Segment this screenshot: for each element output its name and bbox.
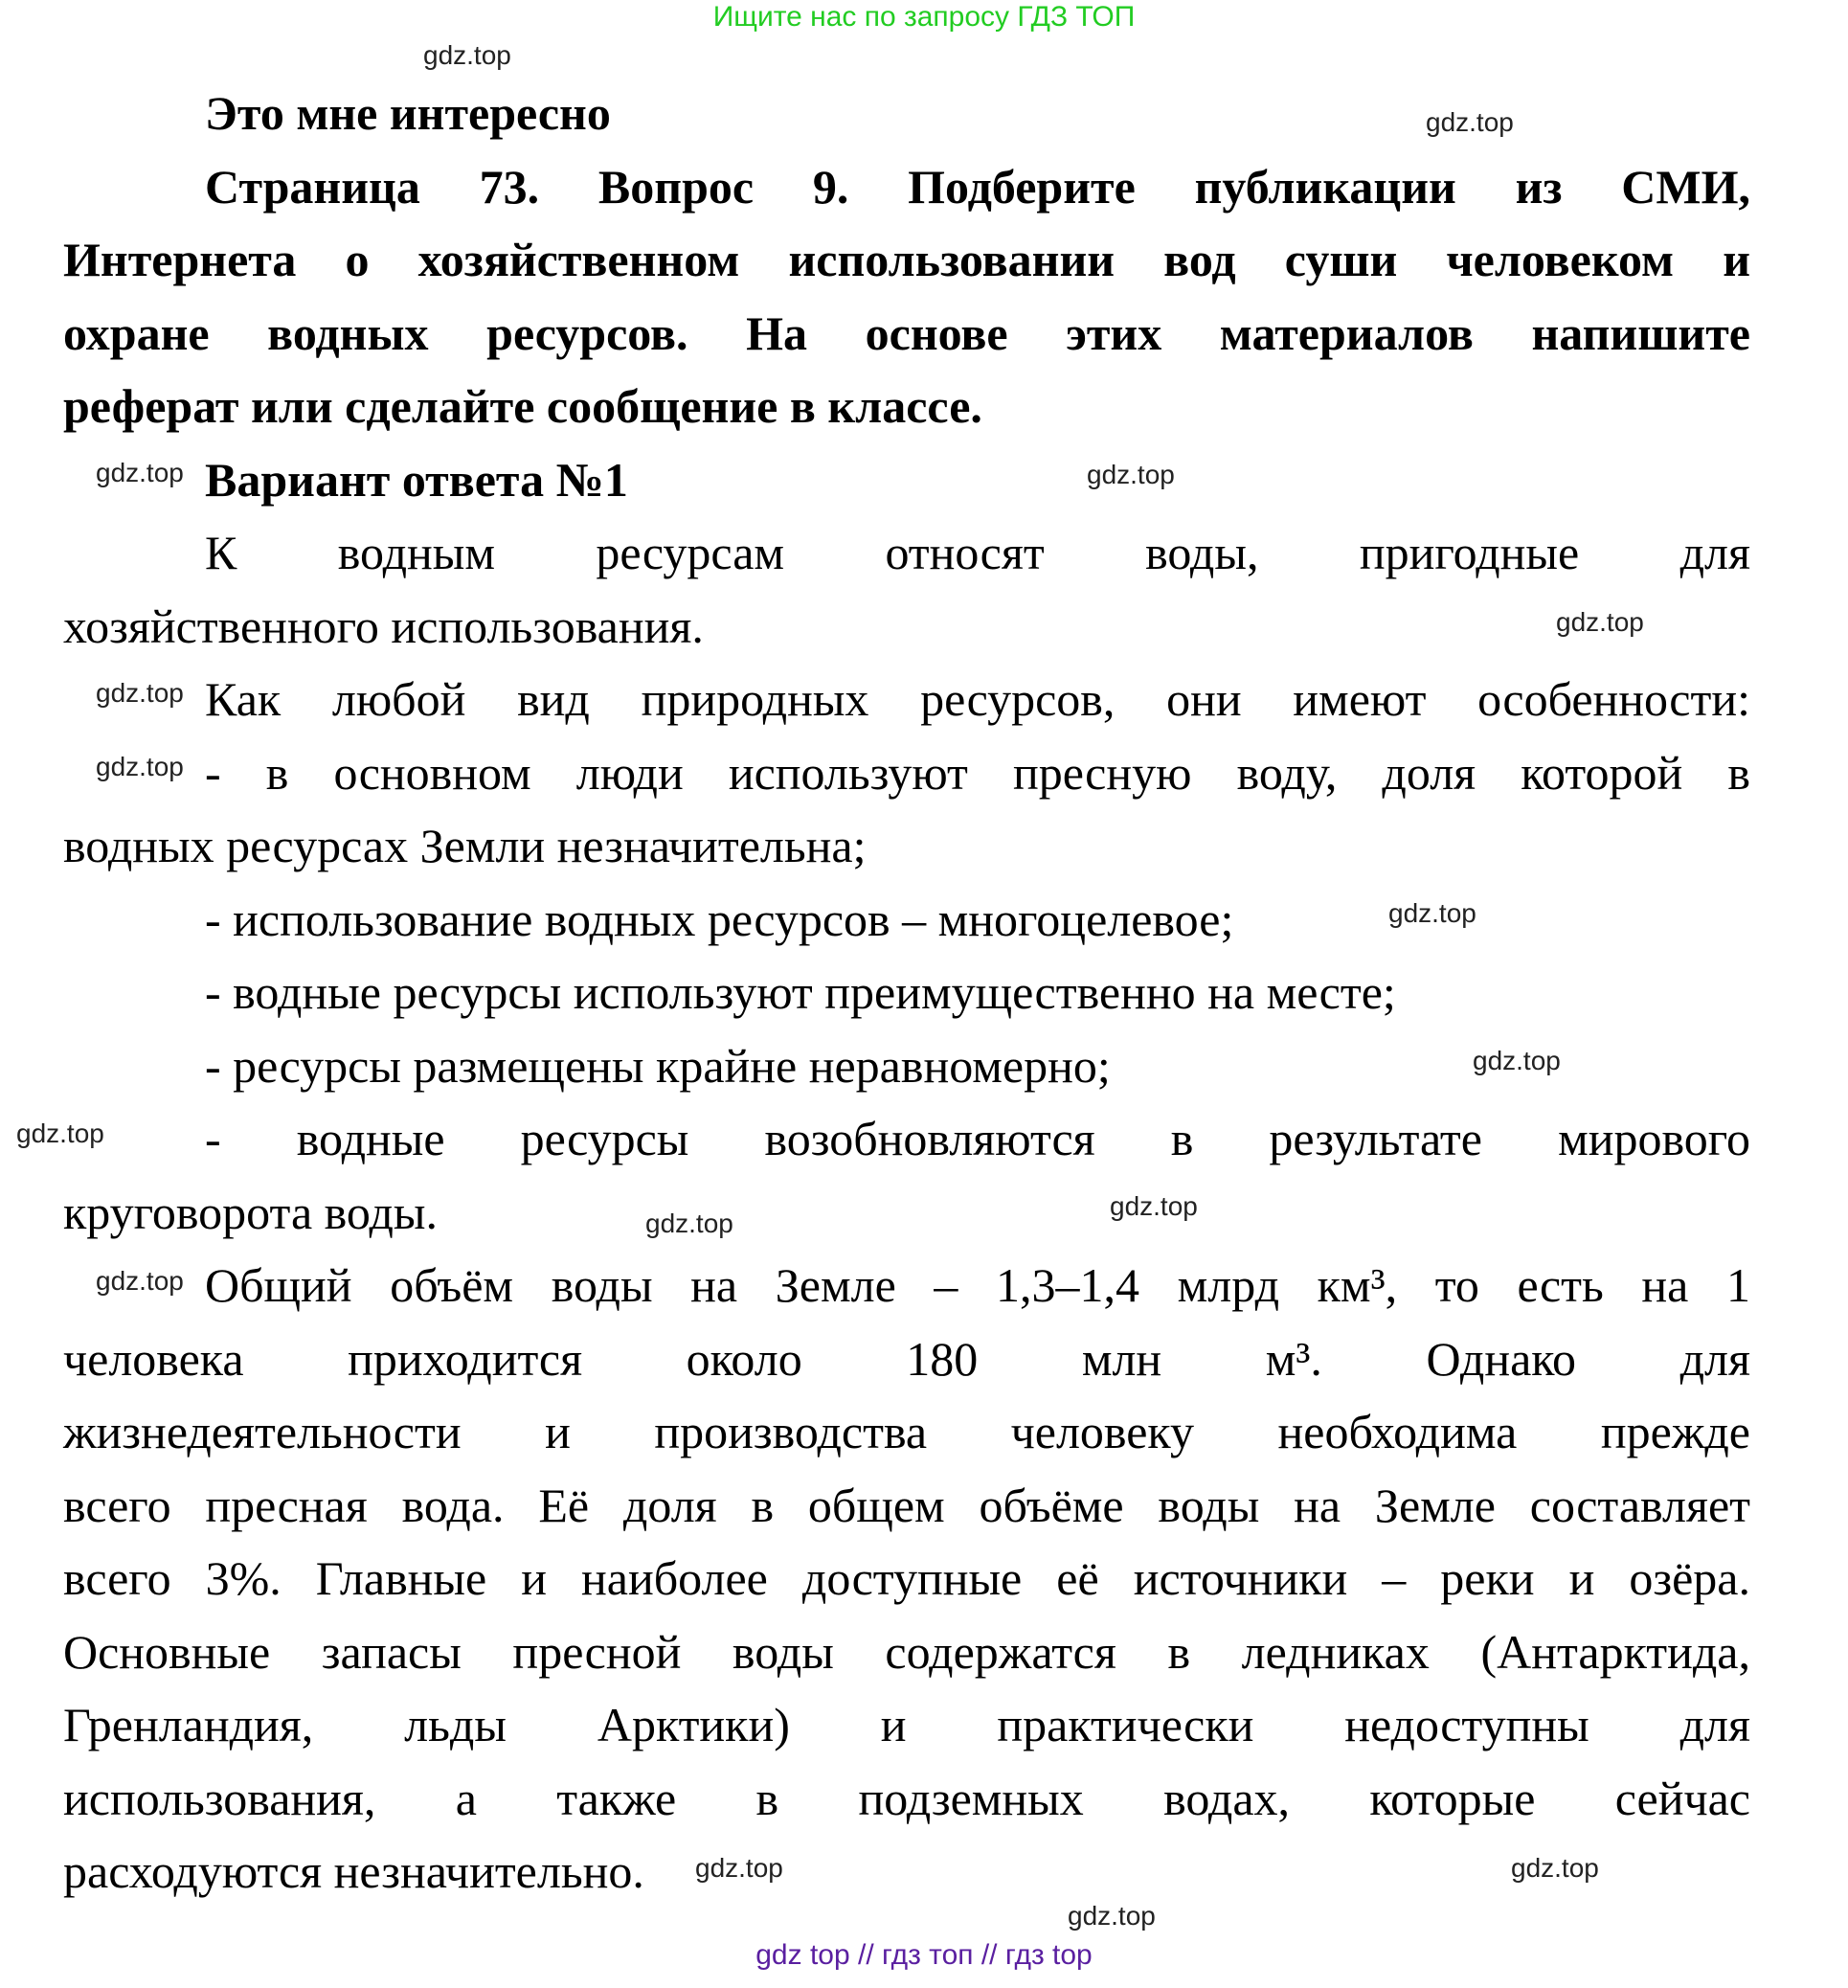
- watermark-text: gdz.top: [96, 458, 184, 487]
- answer-line: водных ресурсах Земли незначительна;: [63, 819, 867, 872]
- watermark-text: gdz.top: [16, 1118, 104, 1148]
- answer-line: расходуются незначительно.: [63, 1844, 644, 1898]
- answer-line: Общий объём воды на Земле – 1,3–1,4 млрд км³, то есть на 1: [205, 1258, 1750, 1312]
- answer-line: всего 3%. Главные и наиболее доступные её источники – реки и озёра.: [63, 1551, 1750, 1605]
- answer-line: хозяйственного использования.: [63, 599, 704, 653]
- answer-line: - водные ресурсы используют преимущественно на месте;: [205, 965, 1396, 1019]
- watermark-text: gdz.top: [96, 1266, 184, 1296]
- footer-links[interactable]: gdz top // гдз топ // гдз top: [755, 1939, 1093, 1971]
- watermark-text: gdz.top: [1426, 107, 1514, 137]
- question-line: Вариант ответа №1: [205, 452, 628, 507]
- watermark-text: gdz.top: [1388, 898, 1476, 928]
- watermark-text: gdz.top: [645, 1209, 733, 1238]
- question-line: Это мне интересно: [205, 86, 611, 140]
- watermark-text: gdz.top: [96, 678, 184, 708]
- search-hint-banner[interactable]: Ищите нас по запросу ГДЗ ТОП: [712, 1, 1136, 33]
- watermark-text: gdz.top: [96, 752, 184, 781]
- answer-line: всего пресная вода. Её доля в общем объёме воды на Земле составляет: [63, 1478, 1750, 1532]
- watermark-text: gdz.top: [695, 1853, 783, 1883]
- answer-line: Гренландия, льды Арктики) и практически недоступны для: [63, 1698, 1750, 1751]
- question-line: охране водных ресурсов. На основе этих материалов напишите: [63, 305, 1750, 360]
- answer-line: жизнедеятельности и производства человеку необходима прежде: [63, 1405, 1750, 1458]
- answer-line: - ресурсы размещены крайне неравномерно;: [205, 1038, 1111, 1093]
- answer-line: использования, а также в подземных водах, которые сейчас: [63, 1771, 1750, 1825]
- watermark-text: gdz.top: [423, 40, 511, 70]
- question-line: Интернета о хозяйственном использовании вод суши человеком и: [63, 233, 1750, 286]
- answer-line: - в основном люди используют пресную воду, доля которой в: [205, 745, 1750, 800]
- watermark-text: gdz.top: [1556, 607, 1644, 637]
- watermark-text: gdz.top: [1110, 1191, 1198, 1221]
- watermark-text: gdz.top: [1473, 1046, 1561, 1075]
- answer-line: К водным ресурсам относят воды, пригодные для: [205, 526, 1750, 579]
- question-line: реферат или сделайте сообщение в классе.: [63, 379, 982, 433]
- watermark-text: gdz.top: [1511, 1853, 1599, 1883]
- answer-line: человека приходится около 180 млн м³. Однако для: [63, 1331, 1750, 1386]
- answer-line: - использование водных ресурсов – многоцелевое;: [205, 892, 1234, 946]
- watermark-text: gdz.top: [1087, 460, 1175, 489]
- question-line: Страница 73. Вопрос 9. Подберите публикации из СМИ,: [205, 159, 1750, 214]
- answer-line: - водные ресурсы возобновляются в результате мирового: [205, 1112, 1750, 1165]
- watermark-text: gdz.top: [1068, 1901, 1156, 1931]
- answer-line: Основные запасы пресной воды содержатся в ледниках (Антарктида,: [63, 1624, 1750, 1679]
- answer-line: круговорота воды.: [63, 1185, 439, 1239]
- answer-line: Как любой вид природных ресурсов, они имеют особенности:: [205, 672, 1750, 726]
